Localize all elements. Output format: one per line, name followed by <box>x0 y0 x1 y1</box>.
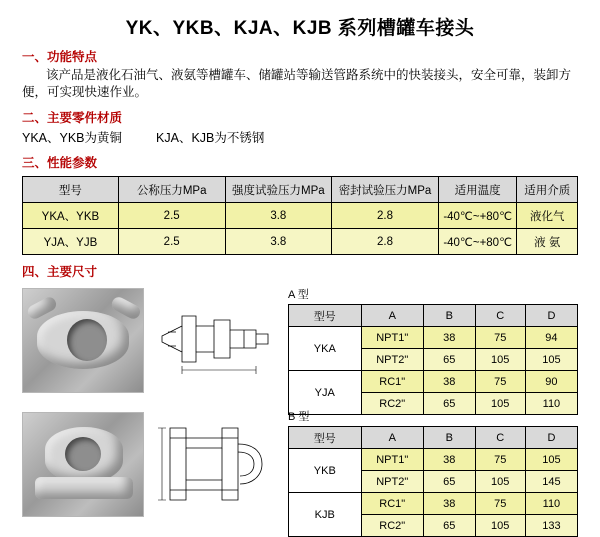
section-heading-performance: 三、性能参数 <box>22 156 98 170</box>
table-row <box>289 371 578 393</box>
dim-b-header-d: D <box>525 427 577 449</box>
dim-a-cell: 110 <box>525 393 577 415</box>
perf-header-strength-pressure: 强度试验压力MPa <box>225 177 332 203</box>
perf-cell: 液 氨 <box>517 229 578 255</box>
dimension-label-b: B 型 <box>288 411 310 423</box>
section-heading-material: 二、主要零件材质 <box>22 111 123 125</box>
dim-a-cell: 94 <box>525 327 577 349</box>
dim-a-cell: NPT2" <box>361 349 423 371</box>
dimension-table-a <box>288 304 578 415</box>
coupling-drawing-b <box>152 414 274 514</box>
dim-b-header-b: B <box>423 427 475 449</box>
dim-b-cell: 105 <box>475 515 525 537</box>
perf-header-model: 型号 <box>23 177 119 203</box>
perf-cell: 液化气 <box>517 203 578 229</box>
material-text-a: YKA、YKB为黄铜 <box>22 131 123 145</box>
table-row <box>289 493 578 515</box>
dim-a-model: YKA <box>289 327 362 371</box>
coupling-photo-a <box>22 288 144 393</box>
perf-header-seal-pressure: 密封试验压力MPa <box>332 177 439 203</box>
perf-cell: -40℃~+80℃ <box>438 203 517 229</box>
dim-a-header-d: D <box>525 305 577 327</box>
dim-a-header-a: A <box>361 305 423 327</box>
dim-b-cell: 38 <box>423 493 475 515</box>
dim-a-header-model: 型号 <box>289 305 362 327</box>
dim-a-cell: 105 <box>475 349 525 371</box>
dim-a-cell: 105 <box>475 393 525 415</box>
dim-b-cell: NPT1" <box>361 449 423 471</box>
dim-b-cell: RC2" <box>361 515 423 537</box>
dim-b-cell: 65 <box>423 471 475 493</box>
dim-b-cell: RC1" <box>361 493 423 515</box>
dim-b-model: KJB <box>289 493 362 537</box>
dim-a-cell: 38 <box>423 371 475 393</box>
dim-b-header-c: C <box>475 427 525 449</box>
dim-b-cell: 65 <box>423 515 475 537</box>
perf-cell: 2.5 <box>118 229 225 255</box>
perf-cell: YKA、YKB <box>23 203 119 229</box>
dimensions-section <box>0 286 600 536</box>
perf-cell: 2.8 <box>332 229 439 255</box>
dim-b-cell: 133 <box>525 515 577 537</box>
perf-cell: YJA、YJB <box>23 229 119 255</box>
perf-cell: 2.8 <box>332 203 439 229</box>
perf-header-nominal-pressure: 公称压力MPa <box>118 177 225 203</box>
dim-b-cell: 38 <box>423 449 475 471</box>
perf-header-temperature: 适用温度 <box>438 177 517 203</box>
dim-b-cell: 145 <box>525 471 577 493</box>
dim-b-model: YKB <box>289 449 362 493</box>
dimension-label-a: A 型 <box>288 289 309 301</box>
dim-a-cell: 65 <box>423 349 475 371</box>
dim-b-cell: 105 <box>525 449 577 471</box>
coupling-drawing-a <box>152 290 274 390</box>
coupling-photo-b <box>22 412 144 517</box>
page-title: YK、YKB、KJA、KJB 系列槽罐车接头 <box>125 18 475 39</box>
perf-header-medium: 适用介质 <box>517 177 578 203</box>
perf-cell: -40℃~+80℃ <box>438 229 517 255</box>
performance-table <box>22 176 578 255</box>
perf-cell: 3.8 <box>225 229 332 255</box>
table-header-row <box>289 427 578 449</box>
dimension-table-b <box>288 426 578 537</box>
dim-b-cell: NPT2" <box>361 471 423 493</box>
material-line <box>22 128 600 146</box>
dim-a-cell: 75 <box>475 327 525 349</box>
dim-a-cell: RC2" <box>361 393 423 415</box>
dim-b-header-a: A <box>361 427 423 449</box>
dim-a-cell: 65 <box>423 393 475 415</box>
dim-a-cell: NPT1" <box>361 327 423 349</box>
dim-a-cell: 105 <box>525 349 577 371</box>
dim-a-header-b: B <box>423 305 475 327</box>
features-paragraph: 该产品是液化石油气、液氨等槽罐车、储罐站等输送管路系统中的快装接头，安全可靠，装卸方便，可实现快速作业。 <box>22 68 572 99</box>
table-header-row <box>23 177 578 203</box>
dim-b-cell: 110 <box>525 493 577 515</box>
perf-cell: 3.8 <box>225 203 332 229</box>
dim-b-cell: 75 <box>475 493 525 515</box>
table-row <box>23 203 578 229</box>
dim-a-model: YJA <box>289 371 362 415</box>
dimension-block-a <box>288 286 578 415</box>
table-row <box>23 229 578 255</box>
dim-a-cell: 75 <box>475 371 525 393</box>
table-row <box>289 449 578 471</box>
material-text-b: KJA、KJB为不锈钢 <box>156 131 265 145</box>
dimension-block-b <box>288 408 578 537</box>
dim-a-cell: 90 <box>525 371 577 393</box>
perf-cell: 2.5 <box>118 203 225 229</box>
dim-b-cell: 105 <box>475 471 525 493</box>
dim-b-cell: 75 <box>475 449 525 471</box>
section-heading-dimensions: 四、主要尺寸 <box>22 265 98 279</box>
dim-b-header-model: 型号 <box>289 427 362 449</box>
table-header-row <box>289 305 578 327</box>
section-heading-features: 一、功能特点 <box>22 50 98 64</box>
dim-a-cell: RC1" <box>361 371 423 393</box>
dim-a-cell: 38 <box>423 327 475 349</box>
dim-a-header-c: C <box>475 305 525 327</box>
table-row <box>289 327 578 349</box>
